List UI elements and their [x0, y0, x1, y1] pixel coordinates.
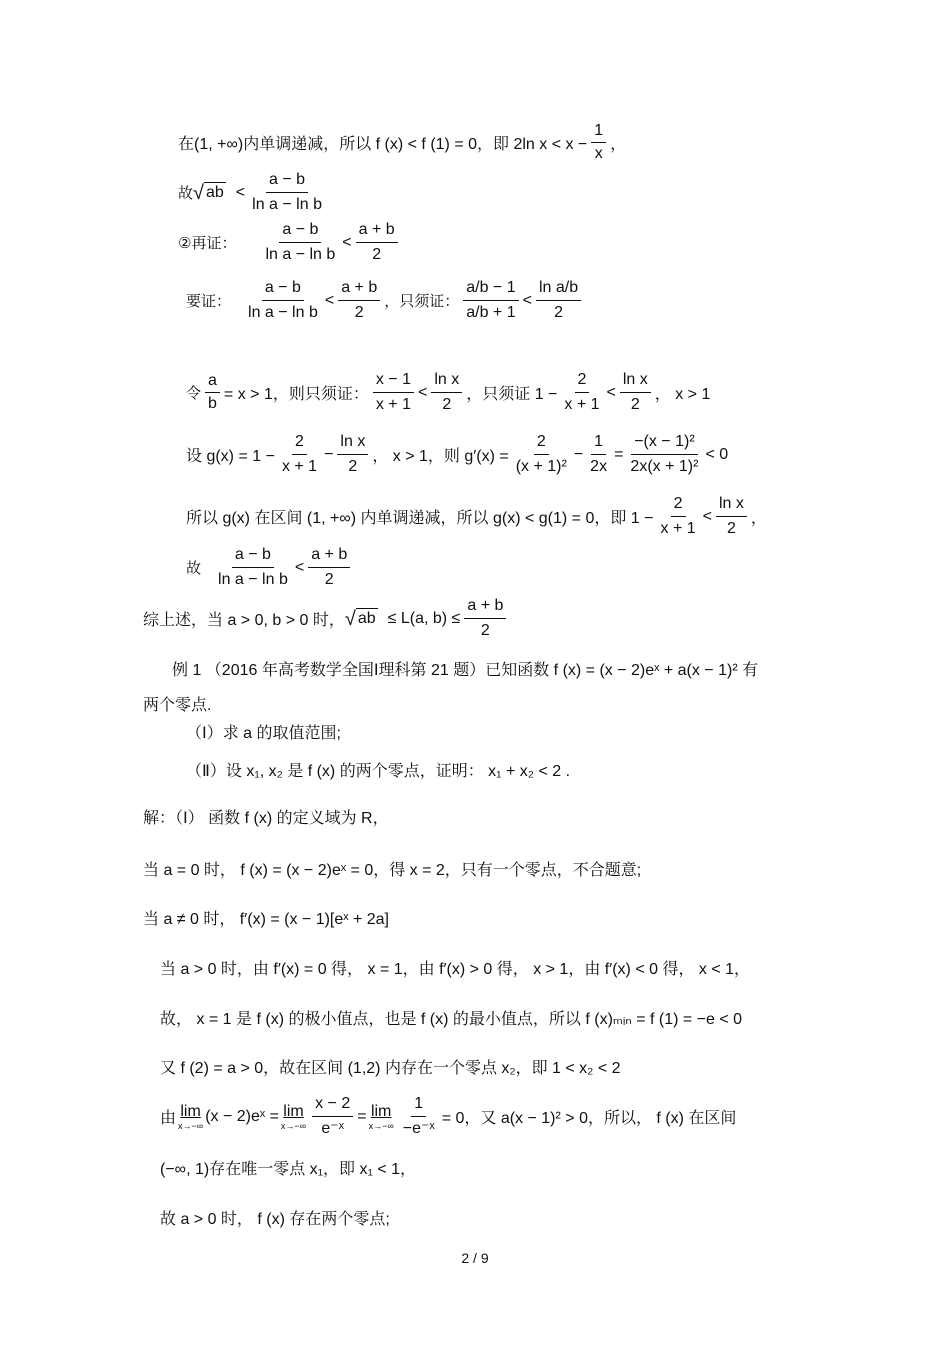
solution-line-2: [143, 857, 641, 880]
text-segment: 设 g(x) = 1 −: [186, 448, 275, 465]
limit-subscript: x→−∞: [178, 1120, 204, 1131]
example-text-cont: [143, 692, 211, 715]
limit-subscript: x→−∞: [280, 1120, 307, 1131]
text-segment: 故: [186, 559, 202, 577]
fraction: [356, 220, 398, 265]
sqrt-expression: √ ab: [193, 182, 224, 204]
sqrt-body: ab: [357, 610, 376, 627]
solution-line-8: [160, 1156, 416, 1179]
denominator: 2x(x + 1)²: [630, 458, 699, 475]
question-1: [186, 720, 341, 743]
text-segment: ，只须证 1 −: [466, 386, 558, 403]
fraction: [338, 278, 380, 323]
proof-line-6: [186, 432, 728, 477]
denominator: 2: [372, 246, 382, 263]
denominator: 2: [324, 571, 334, 588]
fraction: [279, 432, 320, 477]
text-segment: （Ⅰ）求 a 的取值范围;: [186, 725, 341, 742]
numerator: a − b: [262, 278, 304, 301]
fraction: [464, 596, 506, 641]
fraction: [215, 545, 291, 590]
proof-line-1: [178, 122, 626, 163]
denominator: 2: [480, 622, 490, 639]
numerator: a − b: [232, 545, 274, 568]
limit: [178, 1103, 203, 1131]
limit: [369, 1103, 394, 1131]
denominator: x + 1: [375, 396, 411, 413]
text-segment: （Ⅱ）设 x₁, x₂ 是 f (x) 的两个零点，证明： x₁ + x₂ < 2 .: [186, 763, 571, 780]
equals-sign: =: [614, 445, 624, 463]
denominator: 2: [348, 458, 358, 475]
solution-line-1: [143, 805, 389, 828]
numerator: ln x: [431, 370, 462, 393]
solution-line-5: [160, 1006, 742, 1029]
denominator: e⁻ˣ: [321, 1120, 344, 1137]
text-segment: 令: [186, 384, 202, 402]
fraction: [373, 370, 414, 415]
sqrt-body: ab: [206, 184, 224, 201]
numerator: a + b: [356, 220, 398, 243]
page-number: 2 / 9: [461, 1250, 489, 1266]
denominator: x + 1: [281, 458, 318, 475]
proof-line-8: [186, 545, 354, 590]
text-segment: 当 a > 0 时，由 f′(x) = 0 得， x = 1，由 f′(x) > 0 得， x > 1，由 f′(x) < 0 得， x < 1，: [160, 961, 751, 978]
minus-sign: −: [324, 445, 334, 463]
fraction: [400, 1094, 438, 1139]
text-segment: 当 a = 0 时， f (x) = (x − 2)eˣ = 0，得 x = 2，只有一个零点，不合题意;: [143, 862, 642, 879]
limit-word: lim: [370, 1102, 392, 1120]
fraction: [561, 370, 602, 415]
denominator: (x + 1)²: [515, 458, 567, 475]
numerator: a − b: [279, 220, 321, 243]
numerator: a/b − 1: [463, 278, 518, 301]
numerator: 2: [292, 432, 307, 455]
question-2: [186, 758, 570, 781]
less-than: <: [418, 383, 428, 401]
numerator: 2: [534, 432, 549, 455]
solution-line-7: [160, 1094, 736, 1139]
numerator: a + b: [338, 278, 380, 301]
text-segment: 解：（Ⅰ） 函数 f (x) 的定义域为 R，: [143, 810, 389, 827]
text-segment: 由: [160, 1110, 177, 1127]
numerator: ln x: [620, 370, 651, 393]
numerator: a: [205, 372, 220, 393]
denominator: 2: [442, 396, 452, 413]
less-than: <: [294, 558, 305, 576]
numerator: 2: [671, 494, 686, 517]
text-segment: 在(1, +∞)内单调递减，所以 f (x) < f (1) = 0，即 2ln x < x −: [178, 136, 588, 153]
text-segment: ， x > 1: [654, 386, 711, 403]
numerator: ln x: [716, 494, 747, 517]
denominator: 2: [354, 304, 364, 321]
proof-line-3: [178, 220, 402, 265]
fraction: [312, 1094, 353, 1139]
conclusion-line: [143, 596, 510, 641]
text-segment: 故: [178, 184, 194, 202]
less-than: <: [324, 291, 335, 309]
text-segment: 综上述，当 a > 0, b > 0 时，: [143, 612, 345, 629]
sqrt-expression: √ ab: [344, 608, 376, 630]
denominator: ln a − ln b: [218, 571, 288, 588]
denominator: 2: [630, 396, 640, 413]
limit-word: lim: [180, 1102, 201, 1120]
denominator: 2x: [590, 458, 608, 475]
fraction: [536, 278, 581, 323]
fraction: [620, 370, 651, 415]
denominator: x + 1: [564, 396, 600, 413]
numerator: a + b: [464, 596, 506, 619]
example-heading: [172, 657, 758, 680]
text-segment: 又 f (2) = a > 0，故在区间 (1,2) 内存在一个零点 x₂，即 1 < x₂ < 2: [160, 1060, 621, 1077]
text-segment: 两个零点.: [143, 697, 212, 714]
proof-line-5: [186, 370, 710, 415]
example-text: 例 1 （2016 年高考数学全国Ⅰ理科第 21 题）已知函数 f (x) = (x − 2)eˣ + a(x − 1)² 有: [172, 662, 759, 679]
fraction: [716, 494, 747, 539]
numerator: −(x − 1)²: [631, 432, 697, 455]
text-segment: 当 a ≠ 0 时， f′(x) = (x − 1)[eˣ + 2a]: [143, 911, 390, 928]
text-segment: ②再证：: [178, 234, 237, 252]
equals-sign: =: [357, 1107, 367, 1125]
denominator: ln a − ln b: [252, 196, 322, 213]
limit: [281, 1103, 306, 1131]
minus-sign: −: [573, 445, 584, 463]
text-segment: ，: [750, 510, 767, 527]
denominator: a/b + 1: [466, 304, 516, 321]
numerator: a − b: [266, 170, 308, 193]
denominator: 2: [726, 520, 736, 537]
fraction: [205, 372, 220, 413]
solution-line-4: [160, 956, 750, 979]
text-segment: < 0: [705, 445, 729, 463]
less-than: <: [606, 383, 616, 401]
fraction: [587, 432, 610, 477]
fraction: [591, 122, 606, 163]
fraction: [308, 545, 350, 590]
text-segment: = x > 1，则只须证：: [223, 386, 369, 403]
text-segment: 要证：: [186, 292, 232, 310]
solution-line-3: [143, 906, 389, 929]
text-segment: ，: [610, 136, 627, 153]
text-segment: 故， x = 1 是 f (x) 的极小值点，也是 f (x) 的最小值点，所以 f (x)ₘᵢₙ = f (1) = −e < 0: [160, 1011, 743, 1028]
fraction: [431, 370, 462, 415]
numerator: 1: [591, 122, 606, 143]
fraction: [249, 170, 325, 215]
proof-line-7: [186, 494, 767, 539]
text-segment: = 0，又 a(x − 1)² > 0，所以， f (x) 在区间: [441, 1110, 737, 1127]
solution-line-6: [160, 1055, 621, 1078]
text-segment: ， x > 1，则 g′(x) =: [372, 448, 509, 465]
fraction: [262, 220, 338, 265]
limit-subscript: x→−∞: [368, 1120, 394, 1131]
denominator: 2: [554, 304, 563, 321]
proof-line-2: [178, 170, 329, 215]
text-segment: 所以 g(x) 在区间 (1, +∞) 内单调递减，所以 g(x) < g(1) = 0，即 1 −: [186, 510, 654, 527]
less-than: <: [342, 233, 352, 251]
less-than: <: [522, 291, 532, 309]
text-segment: (x − 2)eˣ =: [205, 1107, 279, 1125]
less-than: <: [702, 507, 712, 525]
fraction: [658, 494, 699, 539]
proof-line-4: [186, 278, 585, 323]
numerator: 2: [575, 370, 590, 393]
limit-word: lim: [283, 1102, 304, 1120]
numerator: x − 2: [312, 1094, 353, 1117]
denominator: −e⁻ˣ: [402, 1120, 435, 1137]
less-than: <: [235, 183, 246, 201]
text-segment: (−∞, 1)存在唯一零点 x₁，即 x₁ < 1，: [160, 1161, 417, 1178]
fraction: [627, 432, 701, 477]
numerator: a + b: [308, 545, 350, 568]
denominator: b: [208, 395, 217, 412]
fraction: [337, 432, 368, 477]
denominator: ln a − ln b: [248, 304, 318, 321]
numerator: x − 1: [373, 370, 414, 393]
numerator: 1: [591, 432, 606, 455]
text-segment: ，只须证：: [384, 292, 460, 310]
solution-line-9: [160, 1206, 390, 1229]
denominator: x: [594, 145, 603, 162]
compound-fraction: [463, 278, 518, 323]
denominator: x + 1: [660, 520, 696, 537]
denominator: ln a − ln b: [265, 246, 336, 263]
fraction: [245, 278, 321, 323]
numerator: ln a/b: [536, 278, 581, 301]
fraction: [513, 432, 570, 477]
text-segment: 故 a > 0 时， f (x) 存在两个零点;: [160, 1211, 390, 1228]
numerator: 1: [411, 1094, 426, 1117]
text-segment: ≤ L(a, b) ≤: [387, 609, 461, 627]
numerator: ln x: [337, 432, 368, 455]
